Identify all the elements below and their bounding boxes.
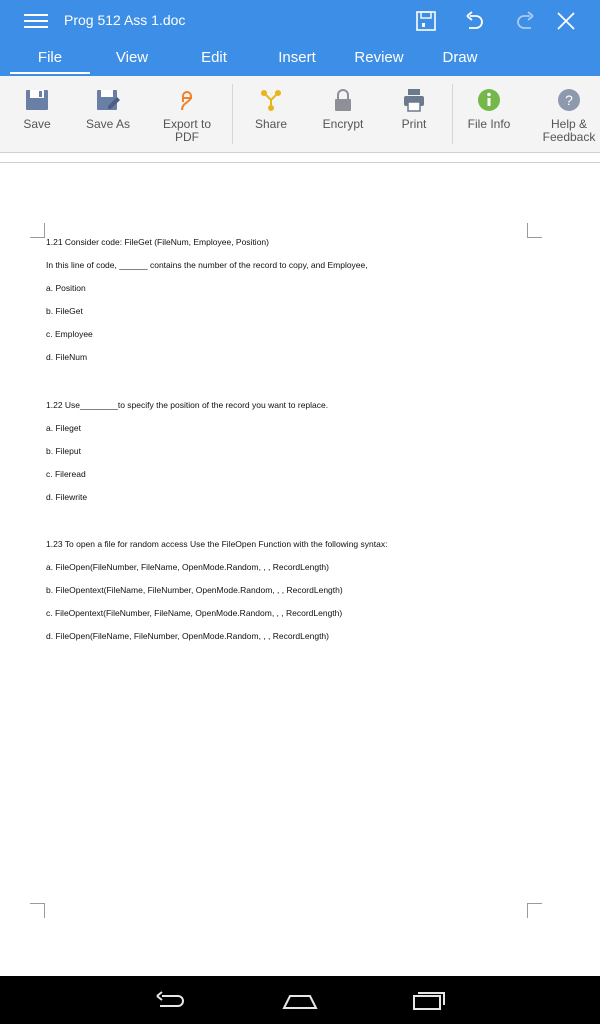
option-d: d. Filewrite [46,492,88,502]
save-icon [25,88,49,112]
question-1-21: 1.21 Consider code: FileGet (FileNum, Employee, Position) [46,237,269,247]
help-label-line1: Help & [550,117,588,131]
save-as-icon [96,88,120,112]
margin-corner-bottom-right [527,903,542,918]
lock-icon [331,88,355,112]
tab-file[interactable]: File [10,42,90,76]
tab-insert[interactable]: Insert [278,49,316,66]
help-icon [557,88,581,112]
question-1-22: 1.22 Use________to specify the position of the record you want to replace. [46,400,329,410]
margin-corner-top-right [527,223,542,238]
encrypt-label: Encrypt [322,117,364,131]
margin-corner-bottom-left [30,903,45,918]
tab-view[interactable]: View [115,49,149,66]
redo-icon[interactable] [512,8,538,34]
undo-icon[interactable] [462,8,488,34]
save-as-button[interactable] [80,76,136,152]
option-c: c. Employee [46,329,93,339]
file-info-label: File Info [467,117,511,131]
share-icon [259,88,283,112]
tab-review[interactable]: Review [354,49,404,66]
toolbar-divider [232,84,233,144]
svg-text:?: ? [565,92,573,108]
save-as-label: Save As [85,117,131,131]
pdf-icon [175,88,199,112]
print-button[interactable] [389,76,439,152]
option-b: b. Fileput [46,446,81,456]
encrypt-button[interactable] [316,76,370,152]
option-d: d. FileNum [46,352,88,362]
question-1-23: 1.23 To open a file for random access Use the FileOpen Function with the following syntax: [46,539,388,549]
share-label: Share [254,117,288,131]
export-label-line2: PDF [175,130,199,144]
toolbar-divider [452,84,453,144]
option-b: b. FileGet [46,306,83,316]
info-icon [477,88,501,112]
home-icon[interactable] [282,988,318,1012]
option-a: a. FileOpen(FileNumber, FileName, OpenMode.Random, , , RecordLength) [46,562,329,572]
title-bar [0,0,600,42]
option-d: d. FileOpen(FileName, FileNumber, OpenMode.Random, , , RecordLength) [46,631,329,641]
export-label-line1: Export to [162,117,212,131]
option-b: b. FileOpentext(FileName, FileNumber, OpenMode.Random, , , RecordLength) [46,585,343,595]
printer-icon [402,88,426,112]
menu-icon[interactable] [24,11,48,31]
print-label: Print [401,117,427,131]
save-button[interactable] [12,76,62,152]
file-toolbar [0,76,600,153]
help-feedback-button[interactable] [538,76,600,152]
file-info-button[interactable] [462,76,516,152]
save-label: Save [23,117,51,131]
question-1-21-text: In this line of code, ______ contains the number of the record to copy, and Employee, [46,260,368,270]
option-c: c. Fileread [46,469,86,479]
back-icon[interactable] [152,988,188,1012]
document-title: Prog 512 Ass 1.doc [64,12,186,28]
tab-draw[interactable]: Draw [442,49,478,66]
export-pdf-button[interactable] [155,76,219,152]
help-label-line2: Feedback [542,130,596,144]
tab-bar [0,42,600,76]
system-nav-bar [0,976,600,1024]
option-c: c. FileOpentext(FileNumber, FileName, OpenMode.Random, , , RecordLength) [46,608,343,618]
margin-corner-top-left [30,223,45,238]
document-page[interactable] [0,163,600,976]
option-a: a. Fileget [46,423,81,433]
option-a: a. Position [46,283,86,293]
share-button[interactable] [246,76,296,152]
recents-icon[interactable] [410,988,446,1012]
tab-edit[interactable]: Edit [201,49,227,66]
save-icon[interactable] [413,8,439,34]
close-icon[interactable] [553,8,579,34]
